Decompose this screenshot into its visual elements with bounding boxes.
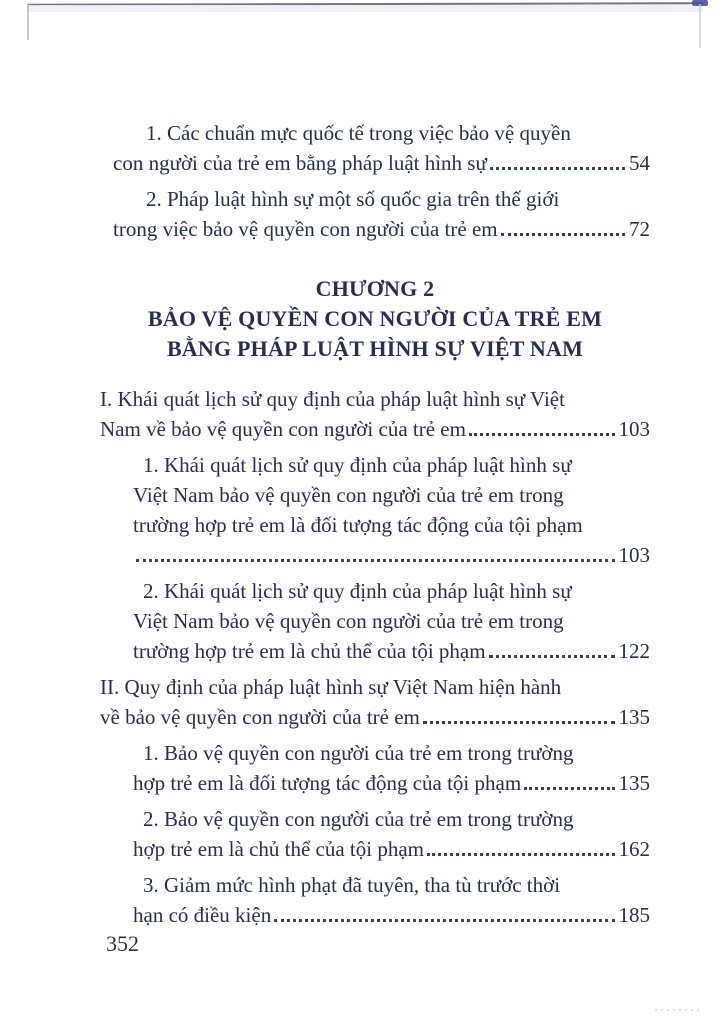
chapter-title-line: BẰNG PHÁP LUẬT HÌNH SỰ VIỆT NAM (166, 336, 584, 361)
toc-line-text: Nam về bảo vệ quyền con người của trẻ em (100, 417, 466, 441)
dot-leader (136, 559, 615, 562)
toc-line-with-page (133, 636, 650, 666)
page-number-ref: 162 (618, 837, 650, 861)
toc-line-text: hợp trẻ em là chủ thể của tội phạm (133, 837, 425, 861)
toc-line-text: về bảo vệ quyền con người của trẻ em (100, 705, 420, 729)
dot-leader (423, 721, 615, 724)
toc-line: trường hợp trẻ em là đối tượng tác động của tội phạm (133, 513, 583, 537)
scan-bottom-noise (655, 1009, 701, 1011)
toc-line-with-page (133, 900, 650, 930)
toc-entry (113, 184, 650, 244)
dot-leader (501, 233, 625, 236)
page-number-ref: 54 (629, 151, 650, 175)
page-number-ref: 103 (618, 543, 650, 567)
toc-line: Việt Nam bảo vệ quyền con người của trẻ em trong (133, 609, 564, 633)
toc-line-text: hạn có điều kiện (133, 903, 272, 927)
toc-line-text: trong việc bảo vệ quyền con người của trẻ em (113, 217, 498, 241)
page-number-ref: 103 (618, 417, 650, 441)
toc-line-text: con người của trẻ em bằng pháp luật hình sự (113, 151, 487, 175)
dot-leader (524, 787, 614, 790)
dot-leader (490, 167, 625, 170)
toc-line: Việt Nam bảo vệ quyền con người của trẻ em trong (133, 483, 564, 507)
toc-entry (100, 384, 650, 444)
page-number-ref: 72 (629, 217, 650, 241)
page-number-ref: 185 (618, 903, 650, 927)
toc-line: 2. Pháp luật hình sự một số quốc gia trên thế giới (146, 187, 560, 211)
toc-line-with-page (113, 214, 650, 244)
toc-line: 2. Bảo vệ quyền con người của trẻ em trong trường (143, 807, 574, 831)
toc-line-with-page (133, 834, 650, 864)
footer-page-number: 352 (106, 931, 139, 956)
toc-line-with-page (133, 540, 650, 570)
dot-leader (489, 655, 615, 658)
page-number-ref: 135 (618, 771, 650, 795)
toc-entry (133, 870, 650, 930)
toc-line: 3. Giảm mức hình phạt đã tuyên, tha tù trước thời (143, 873, 561, 897)
toc-line-text: trường hợp trẻ em là chủ thể của tội phạm (133, 639, 486, 663)
page-number-ref: 135 (618, 705, 650, 729)
toc-entry (133, 804, 650, 864)
dot-leader (427, 853, 614, 856)
scan-edge-right-tick (699, 4, 701, 48)
toc-line: I. Khái quát lịch sử quy định của pháp luật hình sự Việt (100, 387, 565, 411)
toc-entry (100, 672, 650, 732)
toc-line: 1. Các chuẩn mực quốc tế trong việc bảo vệ quyền (146, 121, 571, 145)
chapter-title-line: BẢO VỆ QUYỀN CON NGƯỜI CỦA TRẺ EM (147, 306, 603, 331)
chapter-heading (100, 274, 650, 364)
toc-entry (113, 118, 650, 178)
toc-line: 2. Khái quát lịch sử quy định của pháp luật hình sự (143, 579, 572, 603)
toc-entry (133, 450, 650, 570)
chapter-kicker: CHƯƠNG 2 (315, 276, 435, 301)
toc-line: 1. Bảo vệ quyền con người của trẻ em trong trường (143, 741, 574, 765)
toc-line-with-page (113, 148, 650, 178)
toc-line-with-page (100, 702, 650, 732)
toc-line-with-page (133, 768, 650, 798)
page-number-ref: 122 (618, 639, 650, 663)
dot-leader (469, 433, 615, 436)
toc-line-with-page (100, 414, 650, 444)
toc-line-text: hợp trẻ em là đối tượng tác động của tội phạm (133, 771, 522, 795)
toc-entry (133, 738, 650, 798)
scan-edge-top-shadow (27, 5, 703, 12)
toc-entry (133, 576, 650, 666)
toc-line: II. Quy định của pháp luật hình sự Việt Nam hiện hành (100, 675, 562, 699)
scan-edge-left-tick (27, 4, 29, 40)
dot-leader (274, 919, 614, 922)
toc-line: 1. Khái quát lịch sử quy định của pháp luật hình sự (143, 453, 572, 477)
toc (0, 118, 724, 936)
